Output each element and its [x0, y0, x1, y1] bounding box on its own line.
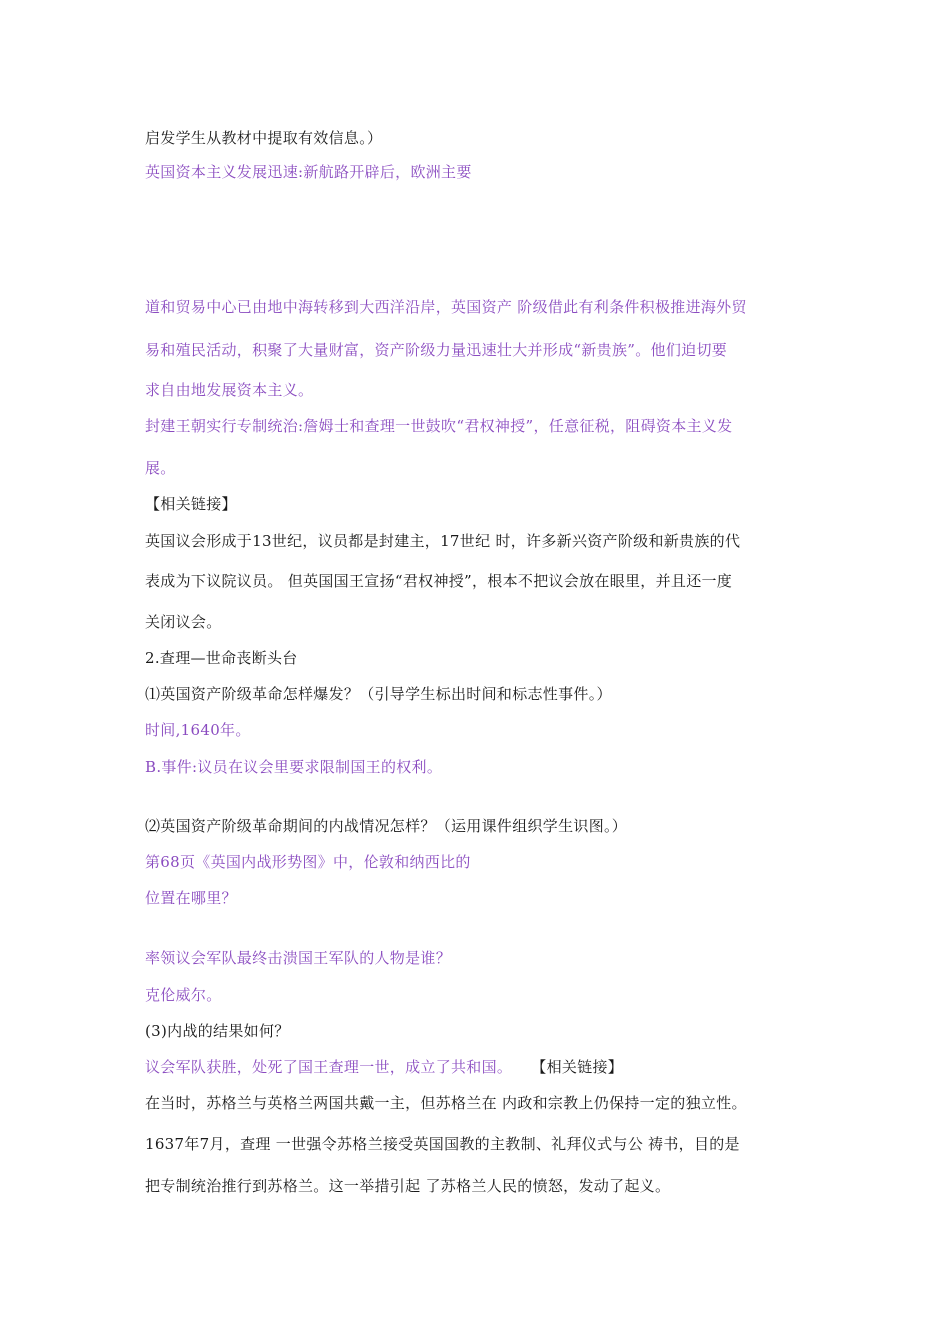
answer-line: B.事件:议员在议会里要求限制国王的权利。: [145, 758, 443, 776]
text-line: 表成为下议院议员。 但英国国王宣扬“君权神授”，根本不把议会放在眼里，并且还一度: [145, 572, 733, 590]
text-line: 在当时，苏格兰与英格兰两国共戴一主，但苏格兰在 内政和宗教上仍保持一定的独立性。: [145, 1094, 747, 1112]
section-heading: 2.查理—世命丧断头台: [145, 649, 298, 667]
question-line: 第68页《英国内战形势图》中，伦敦和纳西比的: [145, 853, 471, 871]
text-line: 封建王朝实行专制统治:詹姆士和查理一世鼓吹“君权神授”，任意征税，阻碍资本主义发: [145, 417, 733, 435]
question-line: (3)内战的结果如何？: [145, 1022, 290, 1040]
answer-line: 克伦威尔。: [145, 986, 222, 1004]
text-line: 道和贸易中心已由地中海转移到大西洋沿岸，英国资产 阶级借此有利条件积极推进海外贸: [145, 298, 747, 316]
text-line: 启发学生从教材中提取有效信息。）: [145, 129, 383, 147]
text-line: 求自由地发展资本主义。: [145, 381, 314, 399]
text-line: 把专制统治推行到苏格兰。这一举措引起 了苏格兰人民的愤怒，发动了起义。: [145, 1177, 671, 1195]
answer-line: 时间,1640年。: [145, 721, 251, 739]
text-line: 1637年7月，查理 一世强令苏格兰接受英国国教的主教制、礼拜仪式与公 祷书，目的是: [145, 1135, 740, 1153]
question-line: ⑴英国资产阶级革命怎样爆发？（引导学生标出时间和标志性事件。）: [145, 685, 612, 703]
text-line: 易和殖民活动，积聚了大量财富，资产阶级力量迅速壮大并形成“新贵族”。他们迫切要: [145, 341, 728, 359]
answer-text: 议会军队获胜，处死了国王查理一世，成立了共和国。: [145, 1058, 513, 1076]
question-line: ⑵英国资产阶级革命期间的内战情况怎样？（运用课件组织学生识图。）: [145, 817, 628, 835]
question-line: 位置在哪里？: [145, 889, 237, 907]
section-heading-related-links: 【相关链接】: [145, 495, 237, 513]
text-line: 展。: [145, 459, 176, 477]
section-heading-related-links: 【相关链接】: [531, 1058, 624, 1076]
text-line: 英国议会形成于13世纪，议员都是封建主，17世纪 时，许多新兴资产阶级和新贵族的代: [145, 532, 741, 550]
answer-line: [145, 1057, 623, 1077]
question-line: 率领议会军队最终击溃国王军队的人物是谁？: [145, 949, 452, 967]
text-line: 关闭议会。: [145, 613, 222, 631]
text-line: 英国资本主义发展迅速:新航路开辟后，欧洲主要: [145, 163, 472, 181]
